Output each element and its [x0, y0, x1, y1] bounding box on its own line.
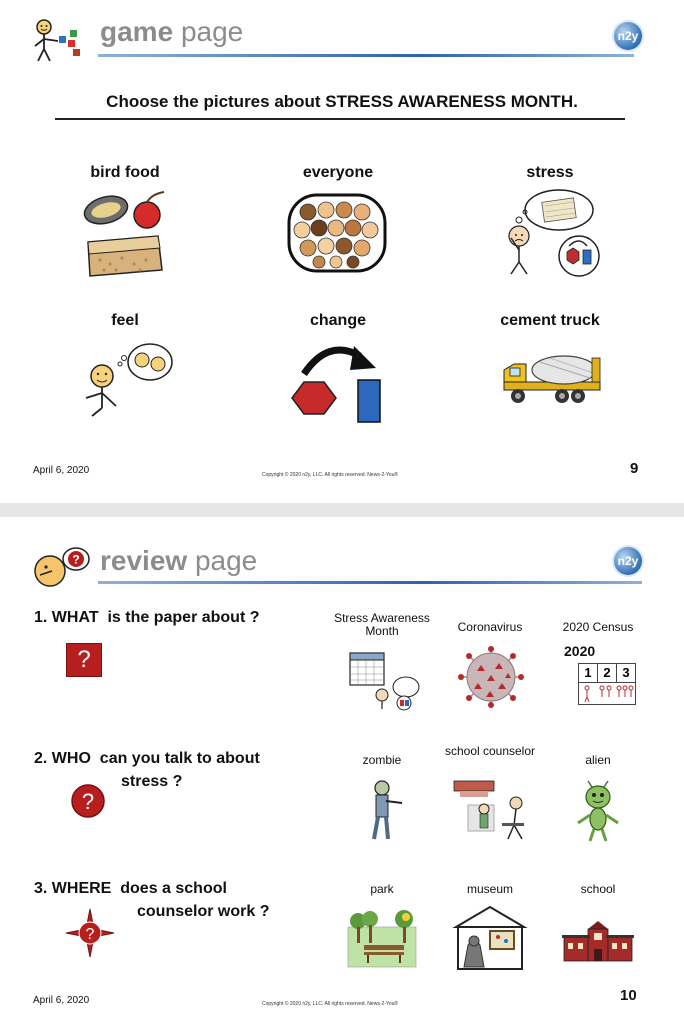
question-2: 2. WHO can you talk to about — [34, 750, 260, 767]
header-divider — [98, 54, 634, 57]
page-title: review page — [100, 545, 258, 576]
question-3-line-2: counselor work ? — [137, 903, 270, 920]
option-zombie: zombie — [362, 753, 402, 767]
footer-copyright: Copyright © 2020 n2y, LLC. All rights reserved. News-2-You® — [262, 1001, 399, 1007]
question-mark-box-icon: ? — [66, 643, 102, 677]
question-mark-circle-icon — [70, 783, 106, 819]
museum-icon[interactable] — [452, 905, 528, 971]
option-school: school — [580, 882, 616, 896]
census-digit: 2 — [598, 664, 617, 682]
coronavirus-icon[interactable] — [456, 645, 526, 709]
stress-awareness-month-icon[interactable] — [348, 651, 420, 711]
question-mark-glyph: ? — [81, 789, 95, 814]
option-coronavirus: Coronavirus — [457, 620, 523, 634]
game-player-icon — [30, 18, 86, 64]
census-people-icon — [579, 683, 635, 703]
choice-label-cement-truck: cement truck — [500, 312, 600, 329]
game-page — [0, 0, 684, 503]
option-museum: museum — [466, 882, 513, 896]
footer-date: April 6, 2020 — [33, 995, 90, 1006]
zombie-icon[interactable] — [366, 779, 406, 843]
choice-label-bird-food: bird food — [90, 164, 160, 181]
census-digit: 3 — [622, 665, 630, 680]
school-counselor-icon[interactable] — [452, 779, 532, 843]
census-icon[interactable] — [578, 663, 636, 705]
census-digit: 1 — [579, 664, 598, 682]
n2y-logo: n2y — [614, 22, 642, 50]
bird-food-icon[interactable] — [80, 190, 170, 280]
page-title: game page — [100, 16, 244, 47]
option-school-counselor: school counselor — [444, 744, 536, 758]
review-face-icon — [32, 545, 92, 589]
cement-truck-icon[interactable] — [500, 352, 604, 410]
n2y-logo: n2y — [614, 547, 642, 575]
question-mark-compass-icon — [64, 907, 116, 959]
school-building-icon[interactable] — [560, 917, 636, 963]
review-page — [0, 517, 684, 1024]
footer-date: April 6, 2020 — [33, 465, 90, 476]
option-alien: alien — [585, 753, 611, 767]
choice-label-feel: feel — [111, 312, 139, 329]
page-number: 10 — [620, 987, 637, 1004]
instruction-underline — [55, 118, 625, 120]
everyone-icon[interactable] — [286, 192, 388, 276]
option-park: park — [370, 882, 394, 896]
census-year-text: 2020 — [564, 643, 596, 659]
alien-icon[interactable] — [574, 779, 622, 843]
question-mark-glyph: ? — [85, 926, 95, 943]
change-icon[interactable] — [284, 338, 386, 426]
header-divider — [98, 581, 642, 584]
choice-label-stress: stress — [526, 164, 574, 181]
question-3: 3. WHERE does a school — [34, 880, 227, 897]
question-1: 1. WHAT is the paper about ? — [34, 609, 260, 626]
stress-icon[interactable] — [497, 188, 607, 278]
footer-copyright: Copyright © 2020 n2y, LLC. All rights reserved. News-2-You® — [262, 472, 399, 478]
feel-icon[interactable] — [72, 338, 176, 418]
choice-label-change: change — [309, 312, 366, 329]
park-icon[interactable] — [346, 907, 418, 969]
page-number: 9 — [630, 460, 639, 477]
choice-label-everyone: everyone — [302, 164, 374, 181]
option-2020-census: 2020 Census — [562, 620, 634, 634]
question-2-line-2: stress ? — [121, 773, 183, 790]
instruction-text: Choose the pictures about STRESS AWARENESS MONTH. — [106, 92, 578, 111]
svg-text:?: ? — [72, 552, 80, 567]
option-stress-awareness-month: Stress Awareness Month — [334, 611, 430, 638]
